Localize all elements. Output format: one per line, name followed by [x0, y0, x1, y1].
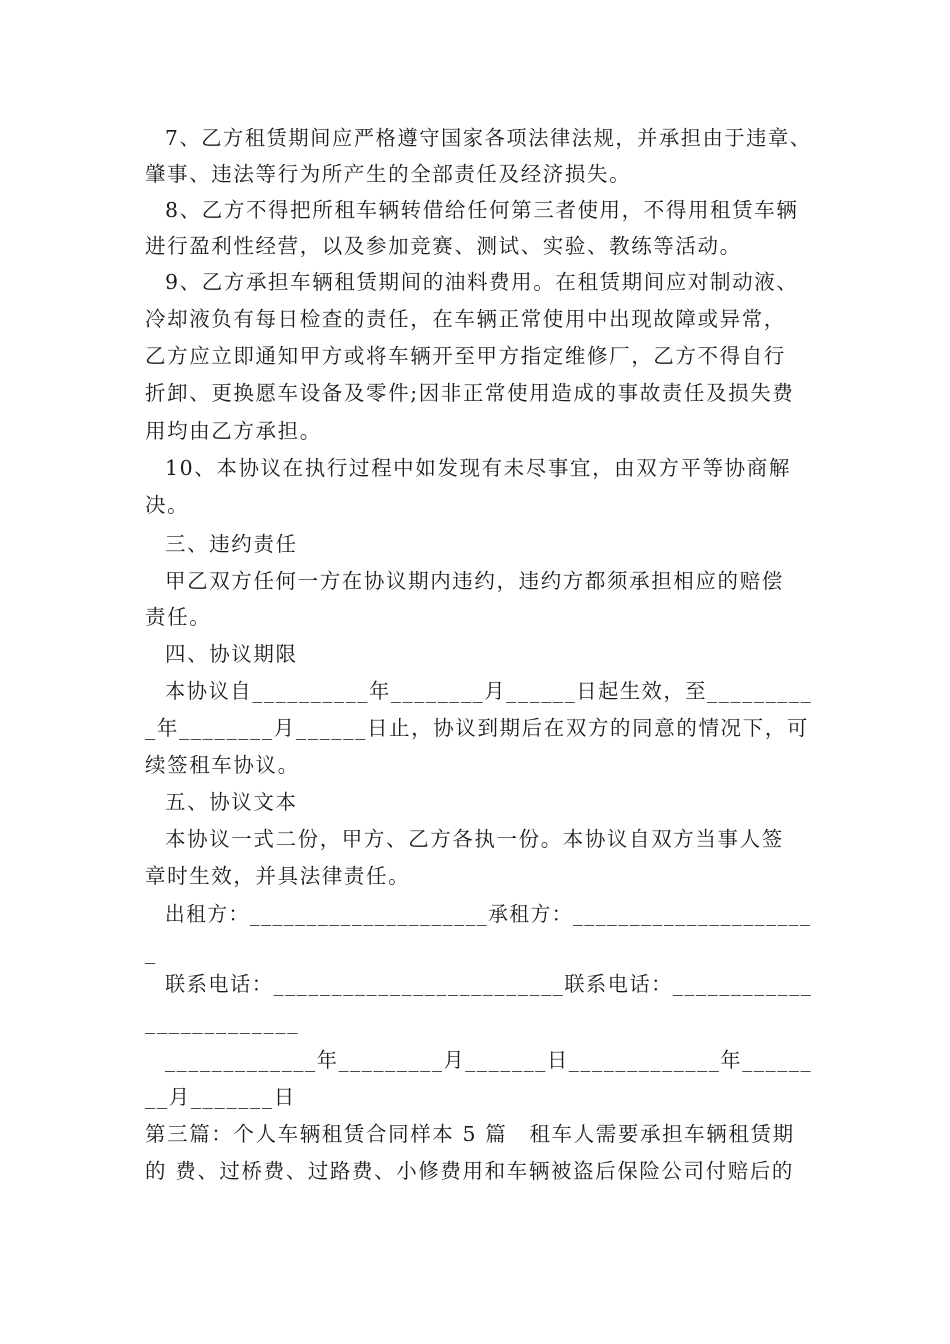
clause-9-line-5: 用均由乙方承担。 [145, 419, 322, 443]
term-paragraph-line-1: 本协议自__________年________月______日起生效，至_________ [165, 679, 813, 703]
date-line-continuation: __月_______日 [145, 1085, 296, 1109]
part-three-heading-line: 第三篇：个人车辆租赁合同样本 5 篇 租车人需要承担车辆租赁期 [145, 1122, 795, 1146]
text-paragraph-line-1: 本协议一式二份，甲方、乙方各执一份。本协议自双方当事人签 [165, 827, 784, 851]
text-paragraph-line-2: 章时生效，并具法律责任。 [145, 864, 411, 888]
clause-7-line-1: 7、乙方租赁期间应严格遵守国家各项法律法规，并承担由于违章、 [165, 126, 812, 150]
contact-phone-continuation: _____________ [145, 1010, 300, 1034]
clause-10-line-2: 决。 [145, 493, 190, 517]
clause-8-line-2: 进行盈利性经营，以及参加竞赛、测试、实验、教练等活动。 [145, 234, 742, 258]
breach-paragraph-line-1: 甲乙双方任何一方在协议期内违约，违约方都须承担相应的赔偿 [165, 569, 784, 593]
clause-8-line-1: 8、乙方不得把所租车辆转借给任何第三者使用，不得用租赁车辆 [165, 198, 799, 222]
contact-phone-line: 联系电话：_________________________联系电话：____________ [165, 972, 813, 996]
clause-10-line-1: 10、本协议在执行过程中如发现有未尽事宜，由双方平等协商解 [165, 456, 791, 480]
clause-7-line-2: 肇事、违法等行为所产生的全部责任及经济损失。 [145, 162, 632, 186]
clause-9-line-3: 乙方应立即通知甲方或将车辆开至甲方指定维修厂，乙方不得自行 [145, 344, 786, 368]
term-paragraph-line-2: _年________月______日止，协议到期后在双方的同意的情况下，可 [145, 716, 809, 740]
signature-line-continuation: _ [145, 940, 157, 964]
term-paragraph-line-3: 续签租车协议。 [145, 753, 300, 777]
date-line: _____________年_________月_______日_____________年______ [165, 1048, 813, 1072]
clause-9-line-2: 冷却液负有每日检查的责任，在车辆正常使用中出现故障或异常， [145, 307, 786, 331]
clause-9-line-1: 9、乙方承担车辆租赁期间的油料费用。在租赁期间应对制动液、 [165, 270, 799, 294]
section-heading-term: 四、协议期限 [165, 642, 298, 666]
breach-paragraph-line-2: 责任。 [145, 605, 212, 629]
section-heading-breach: 三、违约责任 [165, 532, 298, 556]
section-heading-text: 五、协议文本 [165, 790, 298, 814]
part-three-line-2: 的 费、过桥费、过路费、小修费用和车辆被盗后保险公司付赔后的 [145, 1159, 795, 1183]
lessor-lessee-signature-line: 出租方：_____________________承租方：_____________________ [165, 902, 812, 926]
clause-9-line-4: 折卸、更换愿车设备及零件;因非正常使用造成的事故责任及损失费 [145, 381, 795, 405]
